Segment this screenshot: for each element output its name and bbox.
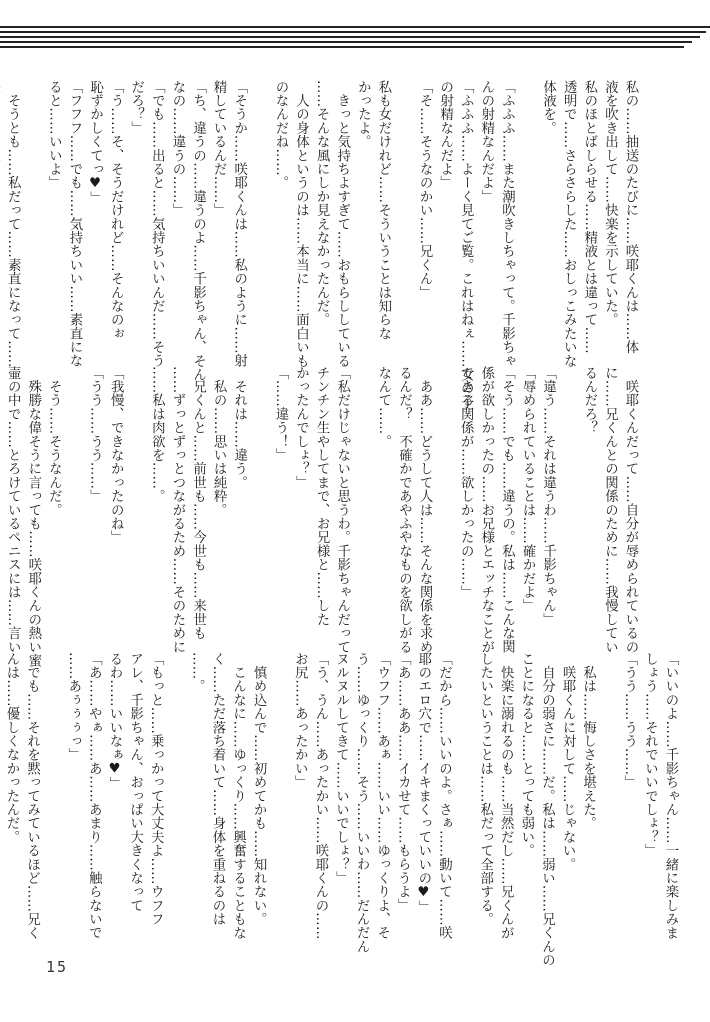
text-block-bottom: 「いいのよ……千影ちゃん……一緒に楽しみま しょう……それでいいでしょ？」 「うう……うう……」 私は……悔しさを堪えた。 咲耶くんに対して……じゃない。 自分の弱さに……だ。私は……弱い……兄くんの ことになると……とっても弱い。 快楽に溺れるのも……当然だし……兄くんが したいということは……私だって全部する。 「だから……いいのよ。さぁ……動いて……咲 耶のエロ穴で……イキまくっていいの♥」 「あ……ああ……イカせて……もらうよ」 「ウフフ……あぁ……いい……ゆっくりよ、そ う……ゆっくり……そう……いいわ……だんだん ヌルヌルしてきて……いいでしょ？」 「う、うん……あったかい……咲耶くんの…… お尻……あったかい」 慎め込んで……初めてかも……知れない。 こんなに……ゆっくり……興奮することもな く……ただ落ち着いて……身体を重ねるのは ……。 「もっと……乗っかって大丈夫よ……ウフフ アレ、千影ちゃん、おっぱい大きくなって るわ……いいなぁ♥」 「あ……やぁ……あ……あまり……触らないで ……あぅぅぅっ」 でも……それを黙ってみているほど……兄く んは……優しくなかったんだ。	[4, 652, 678, 968]
text-block-top: 私の……抽送のたびに……咲耶くんは……体 液を吹き出して……快楽を示していた。 私のほとばしらせる……精液とは違って…… 透明で……さらさらした……おしっこみたいな 体液を。 「ふふふ……また潮吹きしちゃって。千影ちゃ んの射精なんだよ」 「ふふふ……よーく見てご覧。これはねぇ……女の子 の射精なんだよ」 「そ……そうなのかい……兄くん」 私も女だけれど……そういうことは知らな かったよ。 きっと気持ちよすぎて……おもらししている ……そんな風にしか見えなかったんだ。 人の身体というのは……本当に……面白いも のなんだね……。 「そうか……咲耶くんは……私のように……射 精しているんだ……」 「ち、違うの……違うのよ……千影ちゃん、そん なの……違うの……」 「でも……出ると……気持ちいいんだ……そう だろ？」 「う……そ、そうだけれど……そんなのぉ 恥ずかしくてっ♥」 「フフフ……でも……気持ちいい……素直にな ると……いいよ」 そうとも……私だって……素直になって……	[5, 80, 638, 409]
header-rule	[0, 26, 710, 28]
page-number: 15	[46, 958, 69, 976]
header-rule	[0, 36, 700, 38]
header-rule	[0, 41, 692, 43]
header-rule	[0, 46, 684, 48]
header-rule	[0, 31, 706, 33]
text-block-middle: 咲耶くんだって……自分が辱められているの に……兄くんとの関係のために……我慢してい るんだろ？ 「違う……それは違うわ……千影ちゃん」 「辱められていることは……確かだよ」 「そう……でも……違うの。私は……こんな関 係が欲しかったの……お兄様とエッチなことが できる関係が……欲しかったの……」 ああ……どうして人は……そんな関係を求め るんだ？ 不確かであやふやなものを欲しがる なんて……。 「私だけじゃないと思うわ。千影ちゃんだって チンチン生やしてまで、お兄様と……した かったんでしょ？」 「……違う！」 それは……違う。 私の……思いは純粋。 兄くんと……前世も……今世も……来世も ……ずっとずっとつながるため……そのために ……私は肉欲を……。 「我慢、できなかったのね」 「うう……うう……」 そう……そうなんだ。 殊勝な偉そうに言っても……咲耶くんの熱い蜜 壷の中で……とろけているペニスには……言い	[5, 366, 638, 668]
